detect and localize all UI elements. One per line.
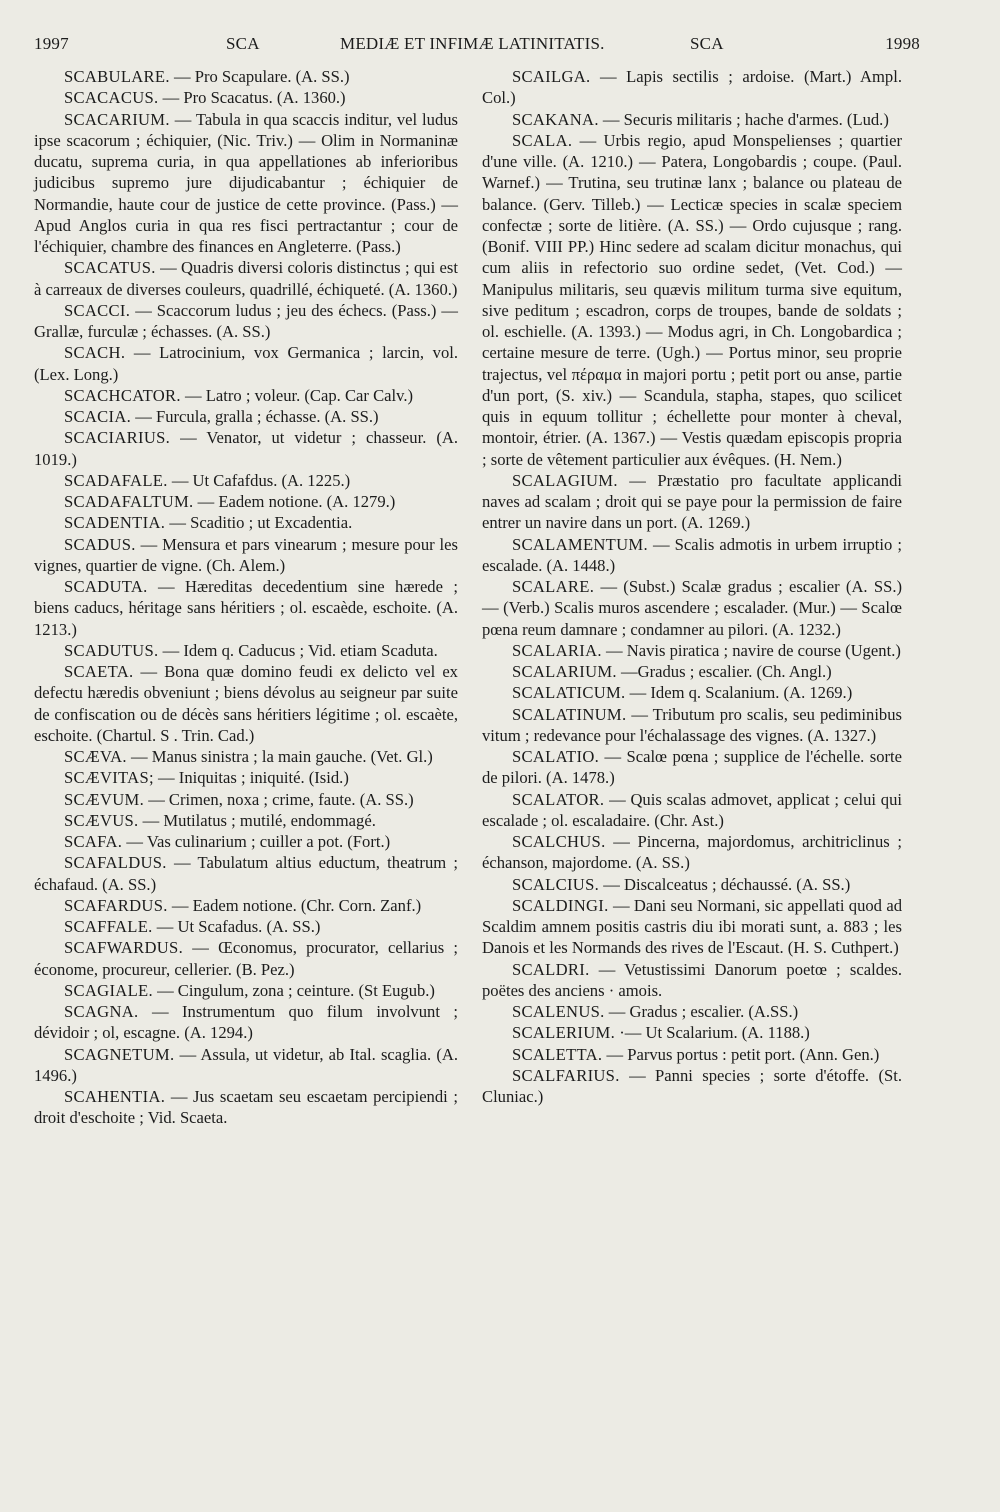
- dictionary-entry: [482, 640, 902, 661]
- definition: — Assula, ut videtur, ab Ital. scaglia. (A. 1496.): [34, 1044, 458, 1085]
- dictionary-entry: [482, 682, 902, 703]
- headword: SCALAGIUM.: [512, 470, 618, 490]
- headword: SCAFFALE.: [64, 917, 153, 936]
- definition: — Cingulum, zona ; ceinture. (St Eugub.): [157, 980, 435, 1000]
- dictionary-entry: [34, 406, 458, 427]
- dictionary-entry: [482, 1001, 902, 1022]
- definition: — Furcula, gralla ; échasse. (A. SS.): [135, 407, 379, 426]
- headword: SCADENTIA.: [64, 513, 166, 533]
- dictionary-entry: [482, 661, 902, 682]
- dictionary-entry: [34, 640, 458, 661]
- dictionary-entry: [34, 257, 458, 300]
- definition: — Securis militaris ; hache d'armes. (Lud.): [602, 109, 889, 129]
- headword: SCACIA.: [64, 407, 132, 426]
- headword: SCÆVA.: [64, 747, 127, 766]
- dictionary-entry: [34, 980, 458, 1001]
- headword: SCALARE.: [512, 577, 595, 596]
- definition: — Latro ; voleur. (Cap. Car Calv.): [185, 385, 413, 405]
- headword: SCABULARE.: [64, 67, 170, 86]
- headword: SCACACUS.: [64, 88, 159, 108]
- definition: — Dani seu Normani, sic appellati quod ad Scaldim amnem positis castris diu ibi morati sunt, a. 883 ; les Danois et les Normands des rives de l'Escaut. (H. S. Cuthpert.): [482, 895, 902, 958]
- definition: — Vas culinarium ; cuiller a pot. (Fort.): [126, 832, 391, 851]
- dictionary-entry: [34, 916, 458, 937]
- headword: SCALATOR.: [512, 789, 605, 809]
- dictionary-entry: [482, 1022, 902, 1043]
- dictionary-entry: [482, 895, 902, 959]
- definition: — Gradus ; escalier. (A.SS.): [608, 1002, 799, 1021]
- dictionary-entry: [34, 810, 458, 831]
- definition: — Mutilatus ; mutilé, endommagé.: [142, 810, 376, 830]
- dictionary-entry: [482, 66, 902, 109]
- headword: SCAFA.: [64, 832, 123, 851]
- headword: SCALAMENTUM.: [512, 534, 648, 554]
- headword: SCAGNA.: [64, 1002, 139, 1021]
- dictionary-entry: [482, 130, 902, 470]
- dictionary-entry: [34, 661, 458, 746]
- definition: — Hæreditas decedentium sine hærede ; biens caducs, héritage sans héritiers ; ol. escaède, eschoite. (A. 1213.): [34, 577, 458, 639]
- definition: — Scaditio ; ut Excadentia.: [169, 513, 353, 533]
- dictionary-entry: [34, 109, 458, 258]
- dictionary-entry: [34, 87, 458, 108]
- definition: — Ut Scafadus. (A. SS.): [156, 917, 321, 936]
- headword: SCALETTA.: [512, 1044, 603, 1064]
- definition: — Jus scaetam seu escaetam percipiendi ; droit d'eschoite ; Vid. Scaeta.: [34, 1087, 458, 1128]
- dictionary-entry: [482, 874, 902, 895]
- definition: — Ut Cafafdus. (A. 1225.): [171, 470, 351, 490]
- definition: — Pro Scapulare. (A. SS.): [173, 67, 350, 86]
- definition: — Scaccorum ludus ; jeu des échecs. (Pass.) — Grallæ, furculæ ; échasses. (A. SS.): [34, 300, 458, 341]
- dictionary-entry: [482, 959, 902, 1002]
- headword: SCALARIUM.: [512, 662, 617, 681]
- right-column: [482, 66, 902, 1107]
- headword: SCAGIALE.: [64, 980, 153, 1000]
- headword: SCACHCATOR.: [64, 385, 181, 405]
- right-running-head: SCA: [690, 34, 724, 53]
- definition: —Gradus ; escalier. (Ch. Angl.): [621, 662, 832, 681]
- definition: — Mensura et pars vinearum ; mesure pour les vignes, quartier de vigne. (Ch. Alem.): [34, 534, 458, 575]
- left-running-head: SCA: [226, 34, 260, 53]
- dictionary-entry: [34, 831, 458, 852]
- definition: — Eadem notione. (Chr. Corn. Zanf.): [171, 895, 422, 915]
- dictionary-entry: [34, 385, 458, 406]
- dictionary-entry: [482, 1065, 902, 1108]
- definition: — Pincerna, majordomus, architriclinus ; échanson, majordome. (A. SS.): [482, 832, 902, 873]
- headword: SCALFARIUS.: [512, 1065, 620, 1085]
- definition: ·— Ut Scalarium. (A. 1188.): [619, 1023, 810, 1043]
- dictionary-entry: [34, 427, 458, 470]
- definition: — Vetustissimi Danorum poetœ ; scaldes. poëtes des anciens · amois.: [482, 959, 902, 1000]
- dictionary-entry: [482, 789, 902, 832]
- definition: — Urbis regio, apud Monspelienses ; quartier d'une ville. (A. 1210.) — Patera, Longobardis ; coupe. (Paul. Warnef.) — Trutina, seu trutinæ lanx ; balance ou plateau de balance. (Gerv. Tilleb.) — Lecticæ species in scalæ speciem confectæ ; sorte de litière. (A. SS.) — Ordo cujusque ; rang. (Bonif. VIII PP.) Hinc sedere ad scalam dicitur monachus, qui cum aliis in refectorio suo ordine sedet, (Vet. Cod.) — Manipulus militaris, seu quævis militum turma sive equitum, sive peditum ; escadron, corps de troupes, bande de soldats ; ol. eschielle. (A. 1393.) — Modus agri, in Ch. Longobardica ; certaine mesure de terre. (Ugh.) — Portus minor, seu proprie trajectus, vel πέραμα in majori portu ; petit port ou anse, partie d'un port, (S. xiv.) — Scandula, stapha, stapes, quo scilicet quis in equum tollitur ; échellette pour monter à cheval, montoir, étrier. (A. 1367.) — Vestis quædam episcopis propria ; sorte de vêtement particulier aux évêques. (H. Nem.): [482, 130, 902, 469]
- left-column: [34, 66, 458, 1129]
- dictionary-entry: [34, 1001, 458, 1044]
- definition: — Manus sinistra ; la main gauche. (Vet. Gl.): [130, 747, 433, 766]
- definition: — Idem q. Scalanium. (A. 1269.): [629, 683, 853, 703]
- dictionary-entry: [34, 300, 458, 343]
- headword: SCADAFALE.: [64, 470, 168, 490]
- definition: — Pro Scacatus. (A. 1360.): [162, 88, 346, 108]
- dictionary-entry: [34, 852, 458, 895]
- headword: SCALATIO.: [512, 747, 600, 766]
- page-header: [34, 34, 920, 58]
- headword: SCALENUS.: [512, 1002, 605, 1021]
- left-page-number: 1997: [34, 34, 69, 53]
- headword: SCAGNETUM.: [64, 1044, 175, 1064]
- definition: — Præstatio pro facultate applicandi naves ad scalam ; droit qui se paye pour la permission de faire entrer un navire dans un port. (A. 1269.): [482, 470, 902, 533]
- dictionary-entry: [34, 767, 458, 788]
- definition: — (Subst.) Scalæ gradus ; escalier (A. SS.) — (Verb.) Scalis muros ascendere ; escalader. (Mur.) — Scalœ pœna reum damnare ; condamner au pilori. (A. 1232.): [482, 577, 902, 639]
- dictionary-entry: [34, 895, 458, 916]
- definition: — Quadris diversi coloris distinctus ; qui est à carreaux de diverses couleurs, quadrillé, échiqueté. (A. 1360.): [34, 258, 458, 299]
- dictionary-entry: [482, 109, 902, 130]
- headword: SCAFWARDUS.: [64, 938, 184, 958]
- headword: SCALCIUS.: [512, 874, 600, 894]
- dictionary-entry: [482, 746, 902, 789]
- definition: — Œconomus, procurator, cellarius ; économe, procureur, cellerier. (B. Pez.): [34, 938, 458, 979]
- definition: — Discalceatus ; déchaussé. (A. SS.): [603, 874, 851, 894]
- headword: SCACIARIUS.: [64, 428, 171, 448]
- dictionary-entry: [34, 491, 458, 512]
- definition: — Tributum pro scalis, seu pediminibus vitum ; redevance pour l'échalassage des vignes. (A. 1327.): [482, 704, 902, 745]
- headword: SCALCHUS.: [512, 832, 606, 851]
- right-page-number: 1998: [885, 34, 920, 53]
- dictionary-entry: [34, 1044, 458, 1087]
- dictionary-entry: [34, 576, 458, 640]
- headword: SCAHENTIA.: [64, 1087, 166, 1106]
- dictionary-entry: [482, 1044, 902, 1065]
- headword: SCALDINGI.: [512, 895, 609, 915]
- dictionary-entry: [34, 746, 458, 767]
- headword: SCÆVITAS;: [64, 768, 154, 788]
- definition: — Scalis admotis in urbem irruptio ; escalade. (A. 1448.): [482, 534, 902, 575]
- running-title: MEDIÆ ET INFIMÆ LATINITATIS.: [340, 34, 605, 53]
- headword: SCAFALDUS.: [64, 853, 167, 873]
- headword: SCAETA.: [64, 662, 134, 681]
- definition: — Instrumentum quo filum involvunt ; dévidoir ; ol, escagne. (A. 1294.): [34, 1002, 458, 1043]
- dictionary-entry: [482, 831, 902, 874]
- dictionary-entry: [34, 512, 458, 533]
- definition: — Panni species ; sorte d'étoffe. (St. Cluniac.): [482, 1065, 902, 1106]
- headword: SCADUS.: [64, 534, 136, 554]
- headword: SCACARIUM.: [64, 109, 170, 129]
- dictionary-entry: [482, 704, 902, 747]
- definition: — Parvus portus : petit port. (Ann. Gen.): [606, 1044, 880, 1064]
- headword: SCÆVUS.: [64, 810, 139, 830]
- definition: — Iniquitas ; iniquité. (Isid.): [158, 768, 349, 788]
- definition: — Navis piratica ; navire de course (Ugent.): [605, 640, 901, 660]
- headword: SCALATINUM.: [512, 704, 627, 724]
- headword: SCALATICUM.: [512, 683, 626, 703]
- headword: SCALA.: [512, 130, 573, 150]
- dictionary-entry: [34, 937, 458, 980]
- dictionary-entry: [34, 534, 458, 577]
- definition: — Tabula in qua scaccis inditur, vel ludus ipse scacorum ; échiquier, (Nic. Triv.) — Olim in Normaninæ ducatu, suprema curia, in qua appellationes ab inferioribus judicibus supremo jure dijudicabantur ; échiquier de Normandie, haute cour de justice de cette province. (Pass.) — Apud Anglos curia in qua res fisci pertractantur ; cour de l'échiquier, chambre des finances en Angleterre. (Pass.): [34, 109, 458, 256]
- headword: SCALDRI.: [512, 959, 590, 979]
- headword: SCADUTA.: [64, 577, 148, 596]
- headword: SCADAFALTUM.: [64, 492, 194, 511]
- headword: SCÆVUM.: [64, 789, 145, 809]
- dictionary-entry: [34, 789, 458, 810]
- definition: — Venator, ut videtur ; chasseur. (A. 1019.): [34, 428, 458, 469]
- dictionary-entry: [34, 470, 458, 491]
- dictionary-entry: [482, 534, 902, 577]
- definition: — Bona quæ domino feudi ex delicto vel ex defectu hæredis obveniunt ; biens dévolus au seigneur par suite de confiscation ou de décès sans héritiers légitime ; ol. escaète, eschoite. (Chartul. S . Trin. Cad.): [34, 662, 458, 745]
- headword: SCAKANA.: [512, 109, 599, 129]
- dictionary-entry: [482, 576, 902, 640]
- headword: SCACATUS.: [64, 258, 156, 278]
- headword: SCADUTUS.: [64, 640, 159, 660]
- dictionary-entry: [34, 1086, 458, 1129]
- headword: SCACH.: [64, 343, 126, 363]
- definition: — Latrocinium, vox Germanica ; larcin, vol. (Lex. Long.): [34, 343, 459, 384]
- headword: SCAFARDUS.: [64, 895, 168, 915]
- definition: — Lapis sectilis ; ardoise. (Mart.) Ampl. Col.): [482, 67, 902, 108]
- headword: SCAILGA.: [512, 67, 591, 86]
- definition: — Idem q. Caducus ; Vid. etiam Scaduta.: [162, 640, 438, 660]
- dictionary-entry: [34, 66, 458, 87]
- definition: — Scalœ pœna ; supplice de l'échelle. sorte de pilori. (A. 1478.): [482, 747, 902, 788]
- definition: — Quis scalas admovet, applicat ; celui qui escalade ; ol. escaladaire. (Chr. Ast.): [482, 789, 902, 830]
- headword: SCACCI.: [64, 300, 131, 320]
- definition: — Crimen, noxa ; crime, faute. (A. SS.): [148, 789, 414, 809]
- headword: SCALERIUM.: [512, 1023, 616, 1043]
- definition: — Tabulatum altius eductum, theatrum ; échafaud. (A. SS.): [34, 853, 458, 894]
- dictionary-entry: [482, 470, 902, 534]
- dictionary-entry: [34, 342, 458, 385]
- definition: — Eadem notione. (A. 1279.): [197, 492, 396, 511]
- headword: SCALARIA.: [512, 640, 602, 660]
